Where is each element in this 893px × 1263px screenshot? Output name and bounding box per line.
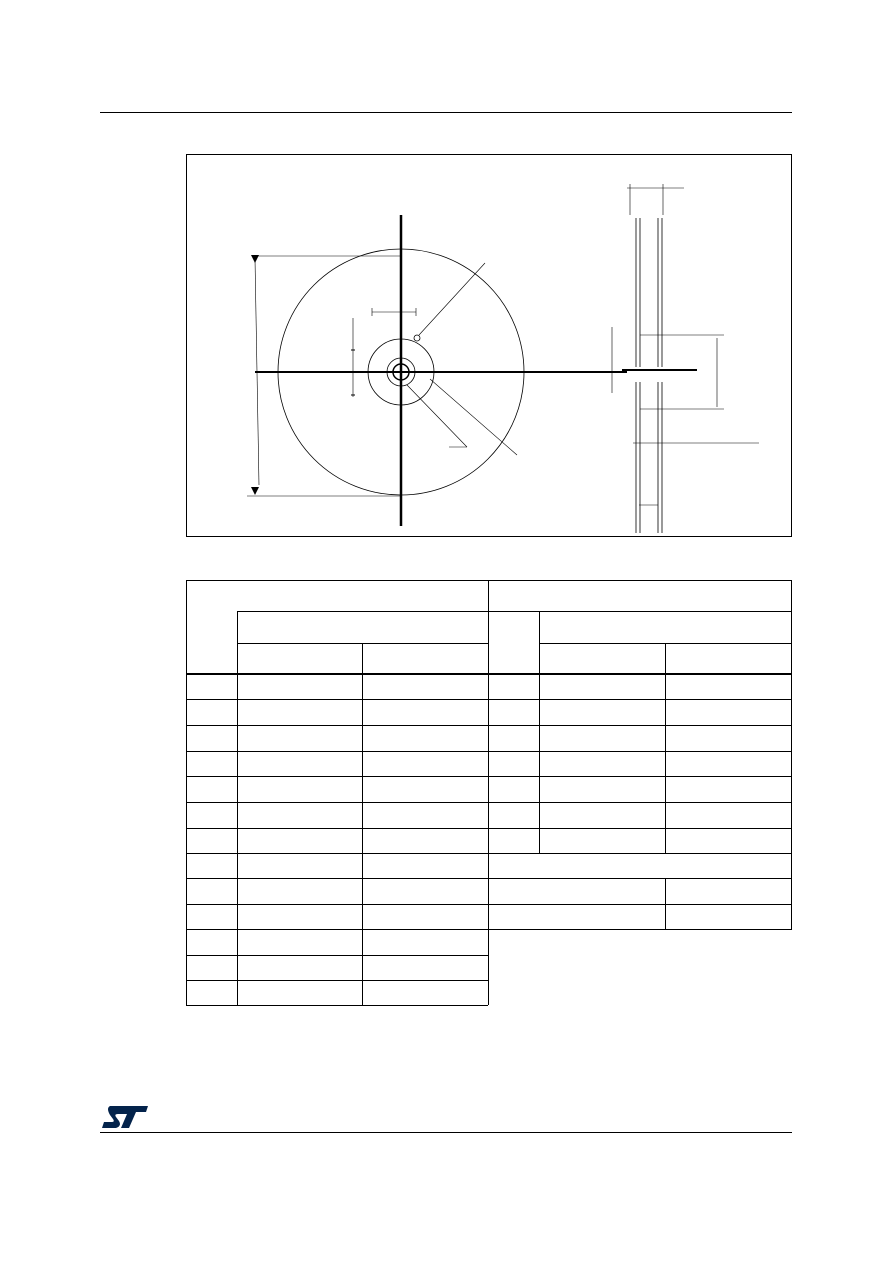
reel-drawing [187, 155, 791, 536]
arrow-down-icon [251, 487, 259, 495]
arrow-up-icon [251, 255, 259, 263]
reel-drive-hole [414, 335, 420, 341]
st-logo [100, 1104, 150, 1135]
header-rule [100, 112, 792, 113]
footer-rule [100, 1132, 792, 1133]
reel-drawing-figure [186, 154, 792, 537]
